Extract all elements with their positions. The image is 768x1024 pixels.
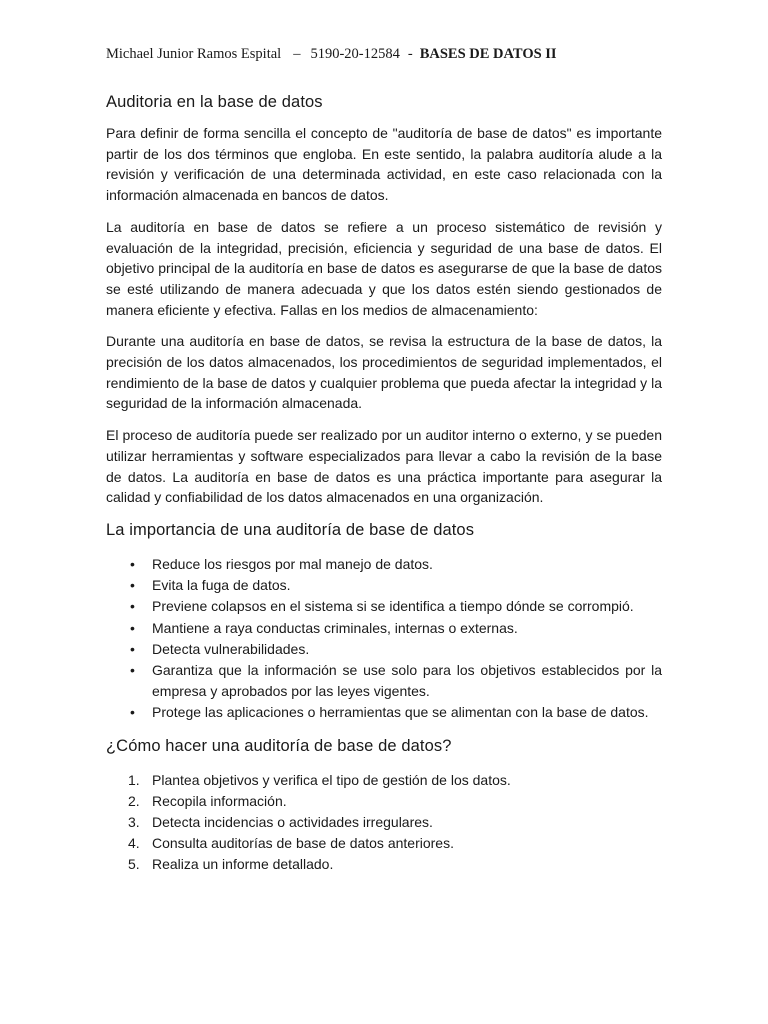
list-item [106, 575, 662, 596]
step-text: Plantea objetivos y verifica el tipo de gestión de los datos. [152, 771, 511, 788]
step-item [106, 812, 662, 833]
document-page [106, 44, 662, 876]
list-item [106, 596, 662, 617]
list-item-text: Protege las aplicaciones o herramientas que se alimentan con la base de datos. [152, 704, 649, 721]
step-text: Realiza un informe detallado. [152, 856, 334, 873]
step-item [106, 770, 662, 791]
section-title-importancia: La importancia de una auditoría de base de datos [106, 520, 475, 539]
paragraph-process: La auditoría en base de datos se refiere a un proceso sistemático de revisión y evaluación de la integridad, precisión, eficiencia y seguridad de una base de datos. El objetivo principal de la auditoría en base de datos es asegurarse de que la base de datos se esté utilizando de manera adecuada y que los datos estén siendo gestionados de manera eficiente y efectiva. Fallas en los medios de almacenamiento: [106, 218, 662, 318]
bullet-icon: • [130, 661, 135, 678]
step-number: 3. [128, 813, 140, 830]
course-name: BASES DE DATOS II [419, 46, 557, 62]
bullet-icon: • [130, 555, 135, 572]
list-item-text: Evita la fuga de datos. [152, 577, 291, 594]
step-number: 1. [128, 771, 140, 788]
step-item [106, 833, 662, 854]
step-number: 4. [128, 835, 140, 852]
list-item-text: Garantiza que la información se use solo para los objetivos establecidos por la empresa y aprobados por las leyes vigentes. [152, 661, 662, 700]
paragraph-review: Durante una auditoría en base de datos, se revisa la estructura de la base de datos, la precisión de los datos almacenados, los procedimientos de seguridad implementados, el rendimiento de la base de datos y cualquier problema que pueda afectar la integridad y la seguridad de la información almacenada. [106, 333, 662, 412]
paragraph-auditor: El proceso de auditoría puede ser realizado por un auditor interno o externo, y se pueden utilizar herramientas y software especializados para llevar a cabo la revisión de la base de datos. La auditoría en base de datos es una práctica importante para asegurar la calidad y confiabilidad de los datos almacenados en una organización. [106, 427, 662, 506]
list-item-text: Detecta vulnerabilidades. [152, 640, 310, 657]
importance-list [106, 554, 662, 724]
step-number: 2. [128, 792, 140, 809]
list-item-text: Previene colapsos en el sistema si se identifica a tiempo dónde se corrompió. [152, 598, 634, 615]
step-text: Detecta incidencias o actividades irregulares. [152, 813, 433, 830]
list-item [106, 639, 662, 660]
list-item-text: Reduce los riesgos por mal manejo de datos. [152, 555, 433, 572]
bullet-icon: • [130, 640, 135, 657]
step-item [106, 791, 662, 812]
step-text: Recopila información. [152, 792, 287, 809]
list-item [106, 618, 662, 639]
bullet-icon: • [130, 598, 135, 615]
bullet-icon: • [130, 577, 135, 594]
step-item [106, 854, 662, 875]
step-text: Consulta auditorías de base de datos anteriores. [152, 835, 454, 852]
paragraph-definition: Para definir de forma sencilla el concepto de "auditoría de base de datos" es importante partir de los dos términos que engloba. En este sentido, la palabra auditoría alude a la revisión y verificación de una determinada actividad, en este caso relacionada con la información almacenada en bancos de datos. [106, 125, 662, 204]
bullet-icon: • [130, 704, 135, 721]
list-item [106, 554, 662, 575]
page-header [106, 44, 662, 64]
student-id: 5190-20-12584 [310, 46, 400, 62]
list-item [106, 702, 662, 723]
section-title-como-hacer: ¿Cómo hacer una auditoría de base de datos? [106, 736, 452, 755]
header-dash: – [293, 46, 301, 62]
section-title-auditoria: Auditoria en la base de datos [106, 93, 323, 111]
steps-list [106, 770, 662, 876]
step-number: 5. [128, 856, 140, 873]
list-item [106, 660, 662, 702]
author-name: Michael Junior Ramos Espital [106, 46, 282, 62]
list-item-text: Mantiene a raya conductas criminales, internas o externas. [152, 619, 518, 636]
header-hyphen: - [407, 46, 413, 62]
bullet-icon: • [130, 619, 135, 636]
